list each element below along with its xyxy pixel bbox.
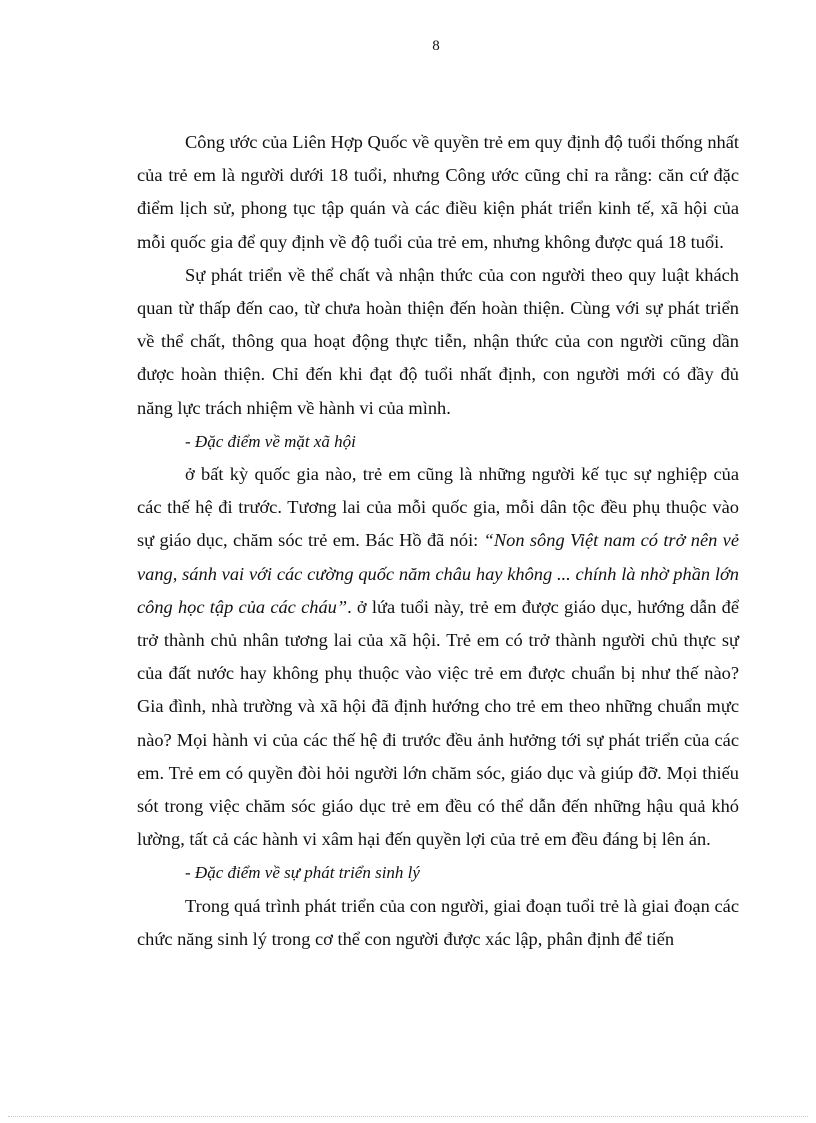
heading-social-characteristics: - Đặc điểm về mặt xã hội [185,431,356,451]
page-bottom-border [8,1116,808,1117]
paragraph-development: Sự phát triển về thể chất và nhận thức của con người theo quy luật khách quan từ thấp đến cao, từ chưa hoàn thiện đến hoàn thiện. Cùng với sự phát triển về thể chất, thông qua hoạt động thực tiễn, nhận thức của con người cũng dần được hoàn thiện. Chỉ đến khi đạt độ tuổi nhất định, con người mới có đầy đủ năng lực trách nhiệm về hành vi của mình. [137,264,739,418]
paragraph-social-end: . ở lứa tuổi này, trẻ em được giáo dục, hướng dẫn để trở thành chủ nhân tương lai của xã hội. Trẻ em có trở thành người chủ thực sự của đất nước hay không phụ thuộc vào việc trẻ em được chuẩn bị như thế nào? Gia đình, nhà trường và xã hội đã định hướng cho trẻ em theo những chuẩn mực nào? Mọi hành vi của các thế hệ đi trước đều ảnh hưởng tới sự phát triển của các em. Trẻ em có quyền đòi hỏi người lớn chăm sóc, giáo dục và giúp đỡ. Mọi thiếu sót trong việc chăm sóc giáo dục trẻ em đều có thể dẫn đến những hậu quả khó lường, tất cả các hành vi xâm hại đến quyền lợi của trẻ em đều đáng bị lên án. [137,596,740,850]
paragraph-physiological: Trong quá trình phát triển của con người, giai đoạn tuổi trẻ là giai đoạn các chức năng sinh lý trong cơ thể con người được xác lập, phân định để tiến [137,895,739,949]
document-body [137,126,739,956]
paragraph-social [137,458,739,856]
paragraph-convention: Công ước của Liên Hợp Quốc về quyền trẻ em quy định độ tuổi thống nhất của trẻ em là người dưới 18 tuổi, nhưng Công ước cũng chỉ ra rằng: căn cứ đặc điểm lịch sử, phong tục tập quán và các điều kiện phát triển kinh tế, xã hội của mỗi quốc gia để quy định về độ tuổi của trẻ em, nhưng không được quá 18 tuổi. [137,132,739,252]
ho-chi-minh-quote: “Non sông Việt nam có trở nên vẻ vang, sánh vai với các cường quốc năm châu hay không ... chính là nhờ phần lớn công học tập của các cháu” [137,530,739,617]
paragraph-social-start: ở bất kỳ quốc gia nào, trẻ em cũng là những người kế tục sự nghiệp của các thế hệ đi trước. Tương lai của mỗi quốc gia, mỗi dân tộc đều phụ thuộc vào sự giáo dục, chăm sóc trẻ em. Bác Hồ đã nói: [137,464,739,551]
page-number: 8 [432,38,440,54]
heading-physiological-development: - Đặc điểm về sự phát triển sinh lý [185,863,420,883]
